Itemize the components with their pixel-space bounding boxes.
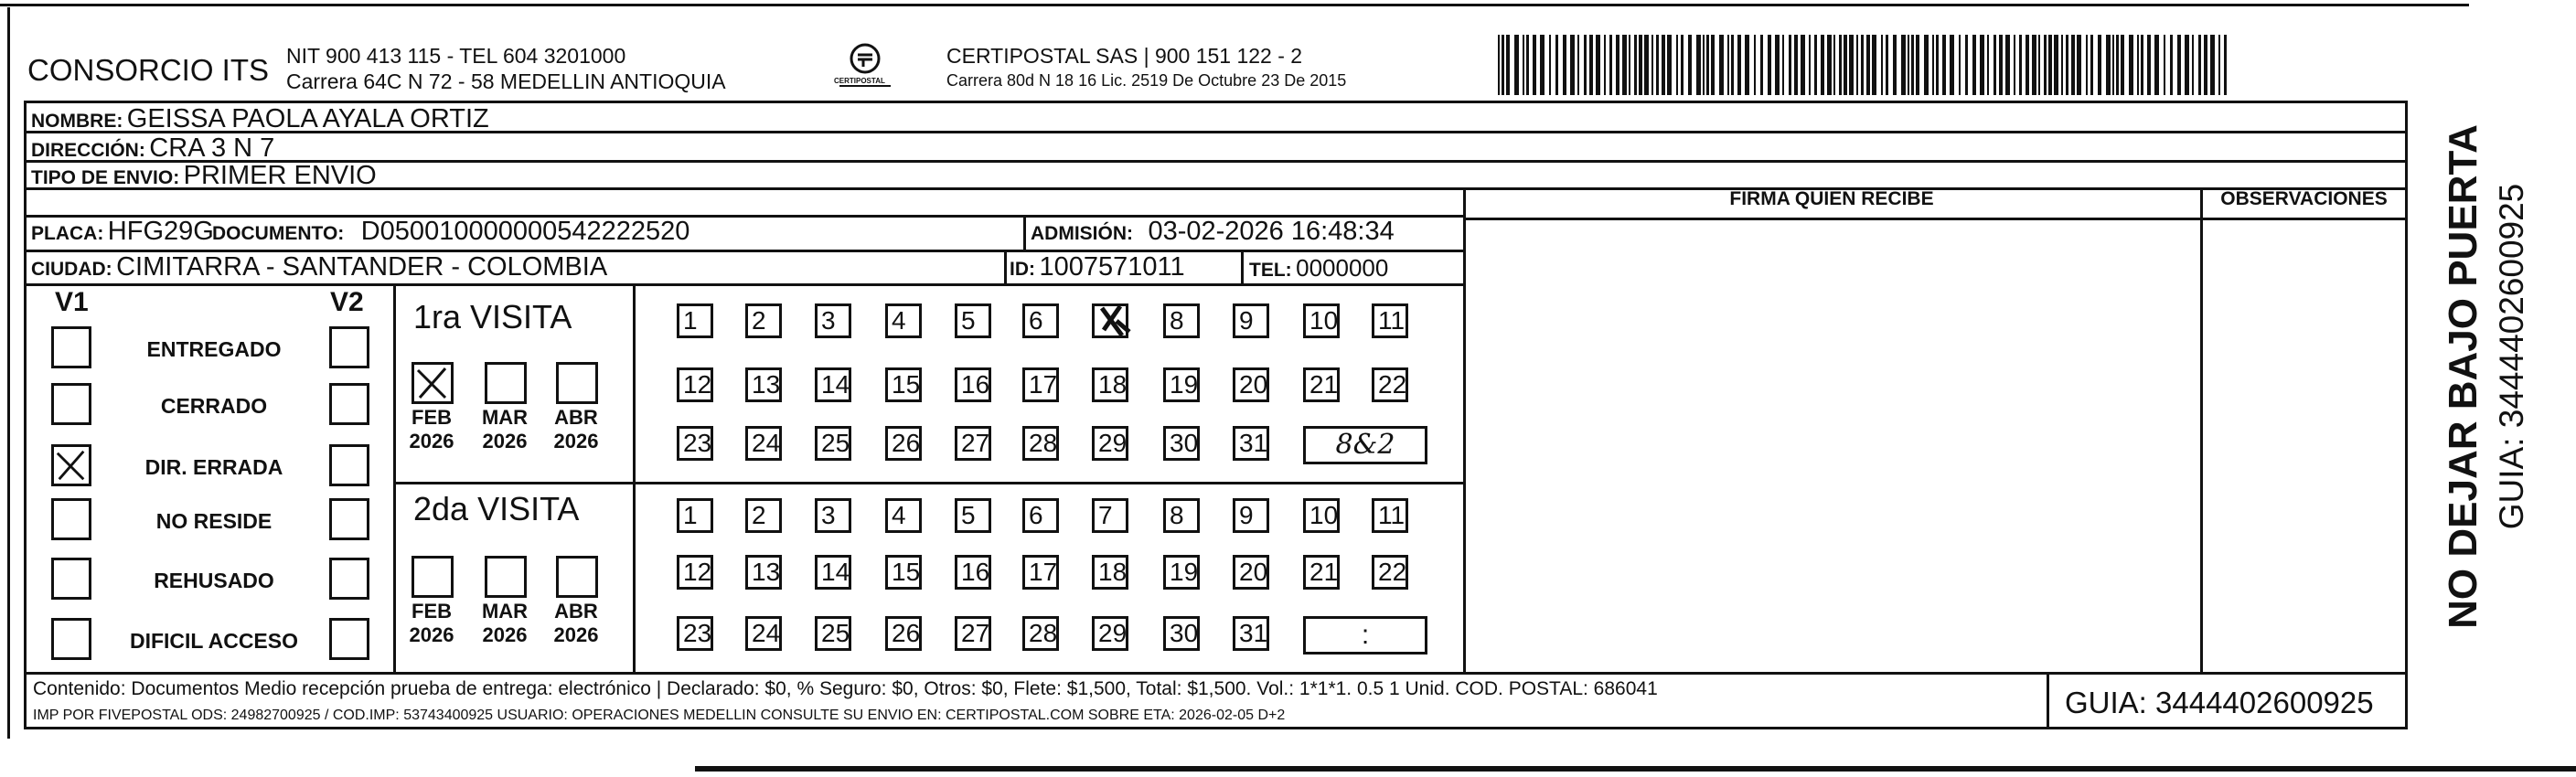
barcode-bar	[2066, 35, 2068, 95]
barcode-bar	[1924, 35, 1929, 95]
barcode-bar	[1814, 35, 1817, 95]
second-day-box[interactable]: 24	[745, 616, 782, 651]
barcode-bar	[2154, 35, 2159, 95]
second-day-box[interactable]: 28	[1022, 616, 1059, 651]
barcode-bar	[2192, 35, 2194, 95]
barcode-bar	[1533, 35, 1536, 95]
second-day-box[interactable]: 11	[1372, 498, 1408, 533]
barcode-bar	[1622, 35, 1627, 95]
second-day-box[interactable]: 16	[955, 555, 991, 590]
barcode-bar	[2185, 35, 2189, 95]
first-time-box[interactable]: 8&2	[1303, 426, 1427, 464]
second-day-box[interactable]: 9	[1233, 498, 1269, 533]
second-day-box[interactable]: 13	[745, 555, 782, 590]
barcode-bar	[2198, 35, 2201, 95]
second-day-box[interactable]: 26	[885, 616, 922, 651]
month-label: FEB	[412, 406, 452, 429]
barcode-bar	[2147, 35, 2151, 95]
barcode-bar	[1789, 35, 1791, 95]
first-day-box[interactable]: 27	[955, 426, 991, 461]
status-label: REHUSADO	[154, 569, 274, 592]
no-dejar-bajo-puerta: NO DEJAR BAJO PUERTA	[2441, 124, 2485, 629]
barcode-bar	[2038, 35, 2040, 95]
barcode-bar	[1639, 35, 1642, 95]
month-second-checkbox[interactable]	[556, 556, 598, 598]
certipostal-logo	[830, 40, 900, 97]
barcode-bar	[1760, 35, 1763, 95]
barcode-bar	[1706, 35, 1709, 95]
barcode-bar	[1908, 35, 1909, 95]
second-day-box[interactable]: 14	[815, 555, 851, 590]
second-day-box[interactable]: 7	[1092, 498, 1128, 533]
ciudad-label: CIUDAD:	[31, 259, 112, 280]
admision-value: 03-02-2026 16:48:34	[1148, 217, 1395, 246]
second-day-box[interactable]: 17	[1022, 555, 1059, 590]
barcode-bar	[1936, 35, 1939, 95]
barcode-bar	[1833, 35, 1835, 95]
month-year: 2026	[482, 623, 528, 646]
barcode-bar	[1540, 35, 1545, 95]
observaciones-label: OBSERVACIONES	[2220, 188, 2388, 209]
month-year: 2026	[409, 623, 454, 646]
barcode-bar	[1711, 35, 1715, 95]
barcode-bar	[2044, 35, 2047, 95]
barcode-bar	[2137, 35, 2139, 95]
first-day-box[interactable]: 17	[1022, 367, 1059, 402]
barcode-bar	[1549, 35, 1551, 95]
tel-label: TEL:	[1249, 260, 1292, 281]
certipostal-title: CERTIPOSTAL SAS | 900 151 122 - 2	[946, 44, 1303, 68]
barcode-bar	[1861, 35, 1864, 95]
barcode-bar	[1932, 35, 1934, 95]
first-day-box[interactable]: 24	[745, 426, 782, 461]
first-day-box[interactable]: 5	[955, 303, 991, 338]
month-label: MAR	[481, 406, 529, 429]
first-day-box[interactable]: 18	[1092, 367, 1128, 402]
barcode-bar	[1656, 35, 1659, 95]
status-label: ENTREGADO	[146, 337, 282, 361]
id-value: 1007571011	[1039, 252, 1185, 282]
barcode-bar	[1526, 35, 1529, 95]
month-first-checkbox[interactable]	[412, 362, 454, 404]
company-address: Carrera 64C N 72 - 58 MEDELLIN ANTIOQUIA	[286, 69, 726, 93]
first-day-box[interactable]: 11	[1372, 303, 1408, 338]
first-day-box[interactable]: 14	[815, 367, 851, 402]
barcode-bar	[1809, 35, 1811, 95]
footer-guia: GUIA: 3444402600925	[2065, 686, 2374, 719]
first-day-box[interactable]: 22	[1372, 367, 1408, 402]
month-label: MAR	[481, 600, 529, 623]
barcode-bar	[1950, 35, 1954, 95]
barcode-bar	[2170, 35, 2173, 95]
tel-value: 0000000	[1296, 254, 1389, 282]
status-v2-checkbox[interactable]	[329, 383, 369, 425]
barcode-bar	[1584, 35, 1587, 95]
barcode-bar	[1844, 35, 1847, 95]
barcode-bar	[1696, 35, 1701, 95]
barcode-bar	[1681, 35, 1683, 95]
second-time-box[interactable]: :	[1303, 616, 1427, 655]
tipo-envio-label: TIPO DE ENVIO:	[31, 167, 180, 188]
barcode-bar	[1629, 35, 1630, 95]
second-day-box[interactable]: 27	[955, 616, 991, 651]
barcode-bar	[1498, 35, 1500, 95]
footer-imp-line: IMP POR FIVEPOSTAL ODS: 24982700925 / COD.IMP: 53743400925 USUARIO: OPERACIONES MEDELLIN CONSULTE SU ENVIO EN: CERTIPOSTAL.COM SOBRE ETA: 2026-02-05 D+2	[33, 708, 1286, 723]
barcode-bar	[2032, 35, 2036, 95]
barcode-bar	[1563, 35, 1566, 95]
barcode-bar	[1634, 35, 1637, 95]
second-day-box[interactable]: 12	[677, 555, 713, 590]
barcode-bar	[2005, 35, 2010, 95]
barcode-bar	[1604, 35, 1606, 95]
first-day-box[interactable]: 15	[885, 367, 922, 402]
scan-bottom-edge	[695, 766, 2576, 772]
first-day-box[interactable]: 26	[885, 426, 922, 461]
barcode-bar	[1794, 35, 1798, 95]
month-second-checkbox[interactable]	[412, 556, 454, 598]
first-day-box[interactable]: 3	[815, 303, 851, 338]
barcode-bar	[1827, 35, 1832, 95]
first-day-box[interactable]: 16	[955, 367, 991, 402]
barcode-bar	[1703, 35, 1705, 95]
first-day-box[interactable]: 8	[1163, 303, 1200, 338]
scan-left-edge	[7, 7, 10, 739]
barcode-bar	[1911, 35, 1914, 95]
barcode-bar	[2071, 35, 2075, 95]
barcode-bar	[1866, 35, 1870, 95]
first-day-box[interactable]: 19	[1163, 367, 1200, 402]
barcode-bar	[1839, 35, 1842, 95]
barcode-bar	[1893, 35, 1897, 95]
first-day-box[interactable]: 25	[815, 426, 851, 461]
barcode-bar	[1667, 35, 1672, 95]
barcode-bar	[1719, 35, 1724, 95]
certipostal-address: Carrera 80d N 18 16 Lic. 2519 De Octubre 23 De 2015	[946, 71, 1347, 90]
second-day-box[interactable]: 3	[815, 498, 851, 533]
barcode-bar	[1999, 35, 2003, 95]
month-label: ABR	[554, 406, 598, 429]
x-mark-icon	[414, 365, 451, 401]
barcode-bar	[2164, 35, 2165, 95]
second-day-box[interactable]: 29	[1092, 616, 1128, 651]
barcode-bar	[1959, 35, 1961, 95]
first-day-box[interactable]: 10	[1303, 303, 1340, 338]
side-guia: GUIA: 3444402600925	[2493, 183, 2530, 530]
barcode-bar	[1644, 35, 1649, 95]
scan-top-edge	[0, 4, 2469, 6]
month-year: 2026	[553, 430, 599, 452]
barcode-bar	[2077, 35, 2081, 95]
barcode-bar	[2090, 35, 2093, 95]
placa-value: HFG29G	[107, 217, 214, 246]
v1-label: V1	[55, 287, 89, 317]
barcode-bar	[1782, 35, 1784, 95]
first-day-box[interactable]: 29	[1092, 426, 1128, 461]
second-day-box[interactable]: 30	[1163, 616, 1200, 651]
barcode-bar	[1616, 35, 1619, 95]
month-year: 2026	[409, 430, 454, 452]
barcode-bar	[1754, 35, 1756, 95]
barcode-bar	[1980, 35, 1984, 95]
first-day-box[interactable]: 30	[1163, 426, 1200, 461]
first-day-box[interactable]: 7	[1092, 303, 1128, 338]
barcode-bar	[1506, 35, 1510, 95]
barcode-bar	[1514, 35, 1519, 95]
barcode-bar	[1502, 35, 1504, 95]
nombre-value: GEISSA PAOLA AYALA ORTIZ	[126, 104, 489, 133]
barcode-bar	[1801, 35, 1805, 95]
first-day-box[interactable]: 9	[1233, 303, 1269, 338]
barcode-bar	[1886, 35, 1888, 95]
barcode-bar	[1609, 35, 1612, 95]
barcode-bar	[1577, 35, 1579, 95]
first-day-box[interactable]: 31	[1233, 426, 1269, 461]
company-name: CONSORCIO ITS	[27, 53, 270, 87]
second-day-box[interactable]: 25	[815, 616, 851, 651]
first-day-box[interactable]: 13	[745, 367, 782, 402]
barcode-bar	[2098, 35, 2101, 95]
company-nit-tel: NIT 900 413 115 - TEL 604 3201000	[286, 44, 626, 68]
month-second-checkbox[interactable]	[485, 556, 527, 598]
barcode-bar	[2026, 35, 2029, 95]
nombre-label: NOMBRE:	[31, 111, 123, 132]
documento-value: D050010000000542222520	[360, 217, 690, 246]
firma-label: FIRMA QUIEN RECIBE	[1729, 188, 1934, 209]
x-mark-icon	[1093, 301, 1137, 341]
first-visit-title: 1ra VISITA	[413, 298, 572, 335]
barcode-bar	[1688, 35, 1692, 95]
first-day-box[interactable]: 23	[677, 426, 713, 461]
first-day-box[interactable]: 28	[1022, 426, 1059, 461]
status-v2-checkbox[interactable]	[329, 618, 369, 660]
barcode-bar	[2129, 35, 2133, 95]
second-day-box[interactable]: 21	[1303, 555, 1340, 590]
second-day-box[interactable]: 20	[1233, 555, 1269, 590]
month-year: 2026	[482, 430, 528, 452]
month-first-checkbox[interactable]	[556, 362, 598, 404]
first-day-box[interactable]: 21	[1303, 367, 1340, 402]
barcode-bar	[1881, 35, 1883, 95]
barcode-bar	[2141, 35, 2143, 95]
barcode-bar	[1775, 35, 1780, 95]
month-label: ABR	[554, 600, 598, 623]
barcode-bar	[1987, 35, 1989, 95]
second-day-box[interactable]: 22	[1372, 555, 1408, 590]
second-day-box[interactable]: 18	[1092, 555, 1128, 590]
barcode-bar	[2019, 35, 2022, 95]
barcode-bar	[1523, 35, 1524, 95]
barcode-bar	[2112, 35, 2114, 95]
barcode-bar	[2121, 35, 2124, 95]
status-v2-checkbox[interactable]	[329, 326, 369, 368]
id-label: ID:	[1010, 259, 1035, 280]
barcode-bar	[1737, 35, 1741, 95]
barcode-bar	[1821, 35, 1824, 95]
second-day-box[interactable]: 8	[1163, 498, 1200, 533]
barcode-bar	[1570, 35, 1575, 95]
barcode-bar	[1651, 35, 1653, 95]
barcode-bar	[1993, 35, 1996, 95]
month-year: 2026	[553, 623, 599, 646]
status-label: CERRADO	[160, 394, 268, 418]
barcode-bar	[1965, 35, 1968, 95]
second-day-box[interactable]: 23	[677, 616, 713, 651]
status-label: DIR. ERRADA	[144, 455, 283, 479]
barcode-bar	[2116, 35, 2119, 95]
barcode-bar	[1872, 35, 1876, 95]
first-day-box[interactable]: 6	[1022, 303, 1059, 338]
barcode-bar	[2218, 35, 2220, 95]
barcode-bar	[2224, 35, 2227, 95]
barcode-bar	[1768, 35, 1771, 95]
second-day-box[interactable]: 5	[955, 498, 991, 533]
month-label: FEB	[412, 600, 452, 623]
status-label: NO RESIDE	[155, 509, 273, 533]
second-day-box[interactable]: 2	[745, 498, 782, 533]
barcode-bar	[1745, 35, 1749, 95]
barcode-bar	[1727, 35, 1729, 95]
barcode-bar	[2210, 35, 2215, 95]
barcode-bar	[1596, 35, 1600, 95]
ciudad-value: CIMITARRA - SANTANDER - COLOMBIA	[116, 252, 608, 282]
barcode-bar	[2086, 35, 2088, 95]
documento-label: DOCUMENTO:	[212, 223, 345, 244]
barcode-bar	[1901, 35, 1906, 95]
direccion-value: CRA 3 N 7	[149, 133, 275, 163]
barcode-bar	[2014, 35, 2015, 95]
second-day-box[interactable]: 15	[885, 555, 922, 590]
month-first-checkbox[interactable]	[485, 362, 527, 404]
first-day-box[interactable]: 4	[885, 303, 922, 338]
barcode-bar	[1916, 35, 1919, 95]
placa-label: PLACA:	[31, 223, 104, 244]
barcode-bar	[2061, 35, 2063, 95]
second-day-box[interactable]: 6	[1022, 498, 1059, 533]
first-day-box[interactable]: 12	[677, 367, 713, 402]
second-day-box[interactable]: 1	[677, 498, 713, 533]
barcode-bar	[1731, 35, 1734, 95]
barcode-bar	[1676, 35, 1678, 95]
admision-label: ADMISIÓN:	[1031, 223, 1133, 244]
second-day-box[interactable]: 10	[1303, 498, 1340, 533]
tipo-envio-value: PRIMER ENVIO	[183, 161, 377, 190]
status-v2-checkbox[interactable]	[329, 498, 369, 540]
barcode-bar	[1856, 35, 1858, 95]
second-day-box[interactable]: 19	[1163, 555, 1200, 590]
second-day-box[interactable]: 31	[1233, 616, 1269, 651]
status-label: DIFICIL ACCESO	[129, 629, 298, 653]
barcode-bar	[1555, 35, 1558, 95]
status-v2-checkbox[interactable]	[329, 558, 369, 600]
first-day-box[interactable]: 2	[745, 303, 782, 338]
barcode-bar	[1849, 35, 1854, 95]
barcode-bar	[1662, 35, 1665, 95]
certipostal-logo-text: CERTIPOSTAL	[834, 77, 885, 85]
status-v2-checkbox[interactable]	[329, 444, 369, 486]
second-visit-title: 2da VISITA	[413, 490, 580, 527]
first-day-box[interactable]: 1	[677, 303, 713, 338]
barcode	[1498, 35, 2229, 95]
barcode-bar	[1589, 35, 1593, 95]
barcode-bar	[1942, 35, 1946, 95]
direccion-label: DIRECCIÓN:	[31, 140, 145, 161]
footer-contenido: Contenido: Documentos Medio recepción prueba de entrega: electrónico | Declarado: $0, % Seguro: $0, Otros: $0, Flete: $1,500, Total: $1,500. Vol.: 1*1*1. 0.5 1 Unid. COD. POSTAL: 686041	[33, 678, 1658, 699]
barcode-bar	[2048, 35, 2052, 95]
barcode-bar	[2054, 35, 2058, 95]
barcode-bar	[2177, 35, 2181, 95]
barcode-bar	[1972, 35, 1976, 95]
barcode-bar	[2106, 35, 2111, 95]
first-day-box[interactable]: 20	[1233, 367, 1269, 402]
second-day-box[interactable]: 4	[885, 498, 922, 533]
v2-label: V2	[330, 287, 364, 317]
barcode-bar	[2204, 35, 2207, 95]
